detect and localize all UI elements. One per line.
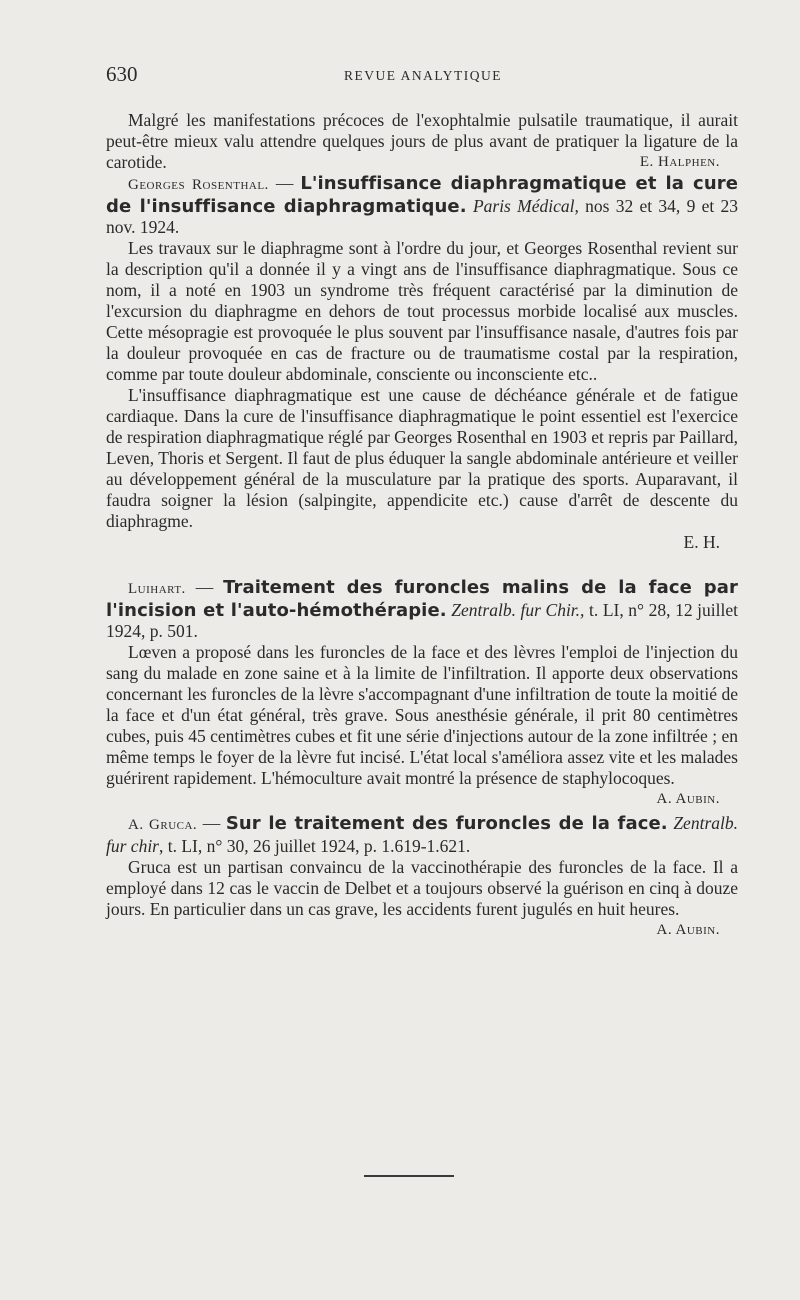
article-1-heading	[106, 173, 738, 238]
article-source: t. LI, n° 28, 12 juillet 1924, p. 501.	[106, 600, 738, 641]
article-title: Traitement des furoncles malins de la face par l'incision et l'auto-hémothérapie.	[106, 577, 738, 621]
article-source: nos 32 et 34, 9 et 23 nov. 1924.	[106, 196, 739, 237]
page-body	[106, 110, 738, 941]
article-title: L'insuffisance diaphragmatique et la cure de l'insuffisance diaphragmatique.	[106, 173, 739, 217]
article-dash: —	[268, 173, 301, 193]
article-1-paragraph: L'insuffisance diaphragmatique est une cause de déchéance générale et de fatigue cardiaque. Dans la cure de l'insuffisance diaphragmatique le point essentiel est l'exercice de respiration diaphragmatique réglé par Georges Rosenthal en 1903 et repris par Paillard, Leven, Thoris et Sergent. Il faut de plus éduquer la sangle abdominale antérieure et veiller au développement général de la musculature par la pratique des sports. Auparavant, il faudra soigner la lésion (salpingite, appendicite etc.) cause d'arrêt de descente du diaphragme.	[106, 385, 738, 531]
article-3-signature: A. Aubin.	[656, 922, 720, 938]
article-author: Georges Rosenthal.	[128, 177, 269, 193]
article-source-italic: Zentralb. fur Chir.,	[451, 600, 585, 620]
article-3-paragraph: Gruca est un partisan convaincu de la vaccinothérapie des furoncles de la face. Il a employé dans 12 cas le vaccin de Delbet et a toujours observé la guérison en cinq à douze jours. En particulier dans un cas grave, les accidents furent jugulés en huit heures.	[106, 857, 738, 919]
article-source: , t. LI, n° 30, 26 juillet 1924, p. 1.619-1.621.	[159, 836, 471, 856]
article-2-paragraph	[106, 642, 738, 807]
intro-signature: E. Halphen.	[639, 154, 720, 170]
article-1-paragraph: Les travaux sur le diaphragme sont à l'ordre du jour, et Georges Rosenthal revient sur la description qu'il a donnée il y a vingt ans de l'insuffisance diaphragmatique. Sous ce nom, il a noté en 1903 un syndrome très fréquent caractérisé par la diminution de l'excursion du diaphragme en dehors de tout processus morbide localisé aux muscles. Cette mésopragie est provoquée le plus souvent par l'insuffisance nasale, d'autres fois par la douleur provoquée en cas de fracture ou de traumatisme costal par la respiration, comme par toute douleur abdominale, consciente ou inconsciente etc..	[106, 238, 738, 384]
page-header	[106, 62, 746, 92]
end-rule	[364, 1175, 454, 1177]
article-source-italic: Paris Médical,	[472, 196, 579, 216]
article-author: A. Gruca.	[128, 817, 198, 833]
article-2-heading	[106, 577, 738, 642]
article-dash: —	[185, 577, 224, 597]
article-author: Luihart.	[128, 581, 186, 597]
article-3-heading	[106, 813, 738, 857]
article-dash: —	[197, 813, 226, 833]
intro-paragraph	[106, 110, 738, 173]
page-number: 630	[106, 62, 138, 86]
article-title: Sur le traitement des furoncles de la face.	[225, 813, 668, 834]
article-source-italic: Zentralb. fur chir	[106, 813, 738, 856]
article-2-signature: A. Aubin.	[656, 791, 720, 807]
intro-text: Malgré les manifestations précoces de l'exophtalmie pulsatile traumatique, il aurait peut-être mieux valu attendre quelques jours de plus avant de pratiquer la ligature de la carotide.	[106, 110, 738, 172]
article-2-text: Lœven a proposé dans les furoncles de la face et des lèvres l'emploi de l'injection du sang du malade en zone saine et à la limite de l'infiltration. Il apporte deux observations concernant les furoncles de la lèvre s'accompagnant d'une infiltration de toute la moitié de la face et d'un état général, très grave. Sous anesthésie générale, il prit 80 centimètres cubes, puis 45 centimètres cubes et fit une série d'injections autour de la zone infiltrée ; en même temps le foyer de la lèvre fut incisé. L'état local s'améliora assez vite et les malades guérirent rapidement. L'hémoculture avait montré la présence de staphylocoques.	[106, 642, 738, 788]
article-1-signature: E. H.	[683, 532, 720, 552]
running-title: REVUE ANALYTIQUE	[344, 68, 503, 83]
